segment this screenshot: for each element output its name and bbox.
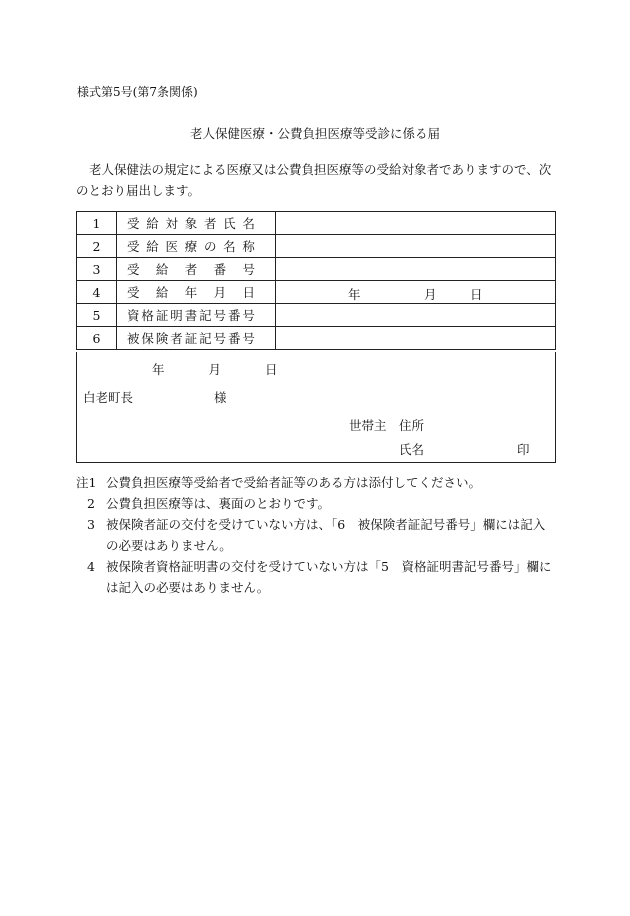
month-label: 月 [208,362,221,377]
row-number: 6 [77,327,117,350]
label-char: 給 [155,262,169,277]
label-char: 対 [165,216,178,231]
label-char: 給 [146,239,159,254]
label-char: 給 [155,285,169,300]
note-number: 2 [87,496,95,511]
label-char: 号 [213,331,227,346]
label-char: 明 [170,308,183,323]
label-char: 番 [227,308,241,323]
notes [76,472,556,598]
name-field[interactable]: 氏名 [399,442,425,457]
seal-mark: 印 [517,442,530,457]
label-char: 被 [127,331,140,346]
label-char: 者 [184,262,198,277]
day-label: 日 [264,362,278,377]
label-char: 番 [213,262,227,277]
label-char: 療 [184,239,198,254]
label-char: 記 [199,308,212,323]
note-item [76,514,556,556]
date-part-label: 年 [348,287,361,302]
row-number: 2 [77,235,117,258]
row-number: 3 [77,258,117,281]
row-label [117,212,276,235]
row-label [117,235,276,258]
label-char: 月 [213,285,227,300]
table-row [77,235,556,258]
label-char: 医 [165,239,178,254]
label-char: 号 [242,308,255,323]
table-row [77,281,556,304]
label-char: 格 [141,308,154,323]
row-label [117,258,276,281]
form-number: 様式第5号(第7条関係) [77,85,198,99]
date-part-label: 月 [424,287,437,302]
label-char: 受 [127,285,140,300]
row-label [117,327,276,350]
row-number: 4 [77,281,117,304]
note-number: 注1 [76,475,97,490]
note-item [76,472,556,493]
note-text: 公費負担医療等は、裏面のとおりです。 [106,496,331,511]
label-char: 名 [223,239,236,254]
label-char: 号 [242,331,255,346]
page-title: 老人保健医療・公費負担医療等受診に係る届 [189,126,440,141]
addressee: 白老町長 [83,390,134,405]
label-char: 名 [242,216,255,231]
table-row [77,304,556,327]
label-char: 氏 [223,216,236,231]
note-text: 公費負担医療等受給者で受給者証等のある方は添付してください。 [106,475,482,490]
label-char: 称 [242,239,255,254]
date-part-label: 日 [470,287,483,302]
intro-text: 老人保健法の規定による医療又は公費負担医療等の受給対象者でありますので、次のとおり届出します。 [76,162,552,198]
label-char: 者 [203,216,217,231]
label-char: 険 [155,331,169,346]
label-char: 号 [213,308,227,323]
label-char: 保 [141,331,154,346]
table-row [77,327,556,350]
row-value-field[interactable] [276,258,556,281]
note-text: 被保険者資格証明書の交付を受けていない方は「5 資格証明書記号番号」欄には記入の必要はありません。 [106,559,552,595]
row-value-field[interactable] [276,281,556,304]
label-char: の [203,239,217,254]
row-label [117,281,276,304]
label-char: 号 [242,262,255,277]
row-number: 1 [77,212,117,235]
label-char: 証 [155,308,169,323]
submission-date [152,360,277,378]
row-number: 5 [77,304,117,327]
row-value-field[interactable] [276,304,556,327]
honorific: 様 [214,390,227,405]
note-number: 4 [87,559,95,574]
label-char: 受 [127,239,140,254]
label-char: 象 [184,216,198,231]
label-char: 受 [127,262,140,277]
row-label [117,304,276,327]
label-char: 証 [184,331,198,346]
label-char: 給 [146,216,159,231]
label-char: 日 [242,285,255,300]
signature-box [76,352,556,463]
head-of-household-address[interactable]: 世帯主 住所 [349,418,425,433]
row-value-field[interactable] [276,327,556,350]
note-item [76,493,556,514]
label-char: 書 [184,308,198,323]
label-char: 受 [127,216,140,231]
label-char: 資 [127,308,140,323]
table-row [77,212,556,235]
label-char: 年 [184,285,198,300]
label-char: 者 [170,331,183,346]
row-value-field[interactable] [276,212,556,235]
note-number: 3 [87,517,95,532]
note-item [76,556,556,598]
row-value-field[interactable] [276,235,556,258]
label-char: 記 [199,331,212,346]
table-row [77,258,556,281]
form-table [76,211,556,350]
note-text: 被保険者証の交付を受けていない方は、「6 被保険者証記号番号」欄には記入の必要はありません。 [106,517,546,553]
year-label: 年 [152,362,165,377]
label-char: 番 [227,331,241,346]
